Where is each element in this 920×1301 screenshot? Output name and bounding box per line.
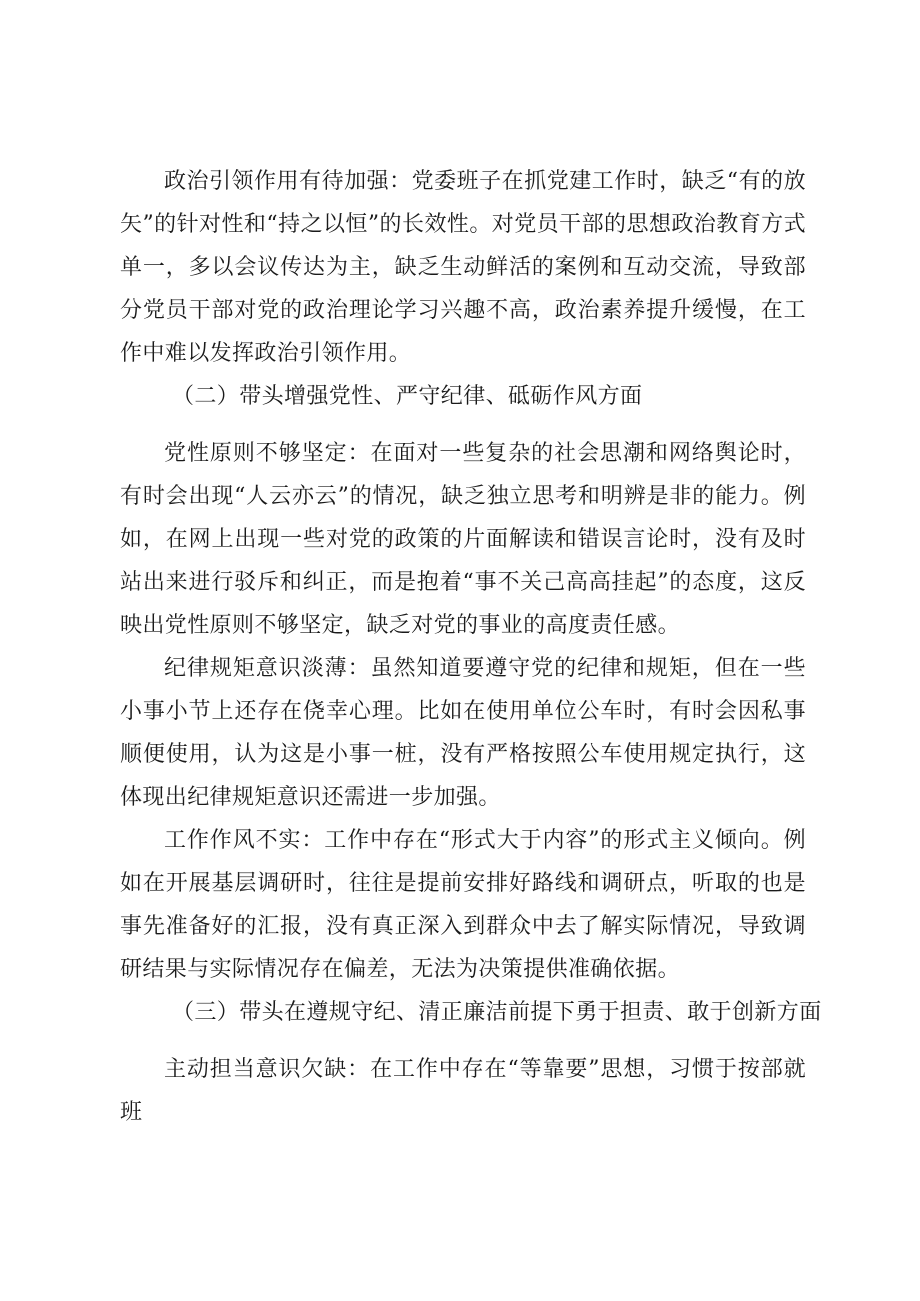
document-body <box>120 160 822 1134</box>
paragraph-party-principle: 党性原则不够坚定：在面对一些复杂的社会思潮和网络舆论时，有时会出现“人云亦云”的情况，缺乏独立思考和明辨是非的能力。例如，在网上出现一些对党的政策的片面解读和错误言论时，没有及时站出来进行驳斥和纠正，而是抱着“事不关己高高挂起”的态度，这反映出党性原则不够坚定，缺乏对党的事业的高度责任感。 <box>120 441 806 638</box>
section-heading-3: （三）带头在遵规守纪、清正廉洁前提下勇于担责、敢于创新方面 <box>172 1000 822 1025</box>
section-heading-2: （二）带头增强党性、严守纪律、砥砺作风方面 <box>172 384 643 409</box>
paragraph-responsibility: 主动担当意识欠缺：在工作中存在“等靠要”思想，习惯于按部就班 <box>120 1057 806 1125</box>
paragraph-political-leadership: 政治引领作用有待加强：党委班子在抓党建工作时，缺乏“有的放矢”的针对性和“持之以恒”的长效性。对党员干部的思想政治教育方式单一，多以会议传达为主，缺乏生动鲜活的案例和互动交流，导致部分党员干部对党的政治理论学习兴趣不高，政治素养提升缓慢，在工作中难以发挥政治引领作用。 <box>120 169 806 366</box>
paragraph-work-style: 工作作风不实：工作中存在“形式大于内容”的形式主义倾向。例如在开展基层调研时，往往是提前安排好路线和调研点，听取的也是事先准备好的汇报，没有真正深入到群众中去了解实际情况，导致调研结果与实际情况存在偏差，无法为决策提供准确依据。 <box>120 828 806 982</box>
paragraph-discipline-awareness: 纪律规矩意识淡薄：虽然知道要遵守党的纪律和规矩，但在一些小事小节上还存在侥幸心理。比如在使用单位公车时，有时会因私事顺便使用，认为这是小事一桩，没有严格按照公车使用规定执行，这体现出纪律规矩意识还需进一步加强。 <box>120 656 806 810</box>
